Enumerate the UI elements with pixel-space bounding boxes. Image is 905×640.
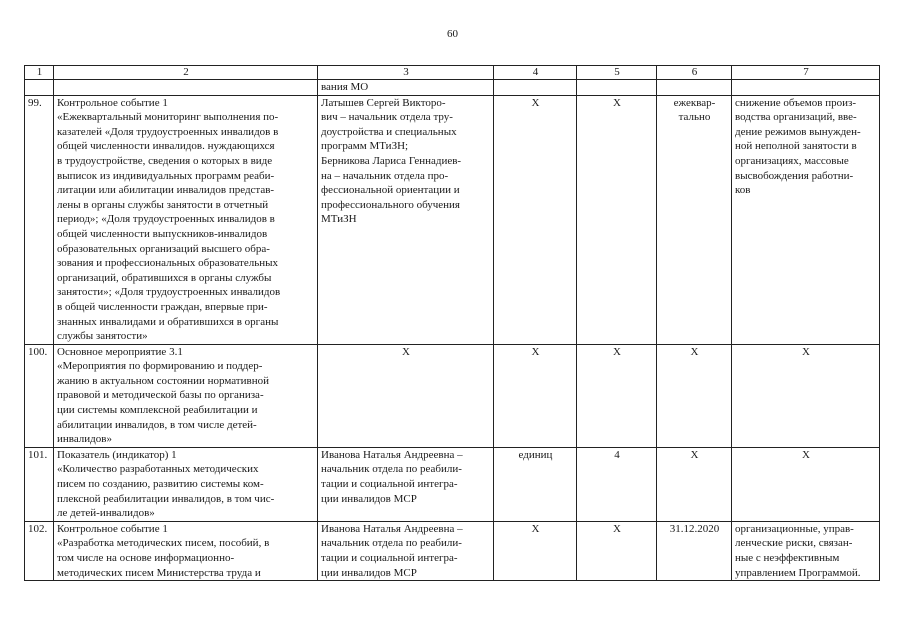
cell-line: абилитации инвалидов, в том числе детей- <box>57 418 257 431</box>
cell-line: выписок из индивидуальных программ реаби- <box>57 169 275 182</box>
cell-line: Х <box>690 345 699 358</box>
cell-line: ежеквар- <box>673 96 716 109</box>
cell-line: занятости»; «Доля трудоустроенных инвалидов <box>57 286 281 299</box>
cell-line: казателей «Доля трудоустроенных инвалидов в <box>57 125 279 138</box>
unit-cell: Х <box>494 95 577 344</box>
deadline-cell <box>657 95 732 344</box>
cell-line: Показатель (индикатор) 1 <box>57 448 177 461</box>
table-row <box>25 521 880 580</box>
event-description <box>54 521 318 580</box>
table-row <box>25 344 880 447</box>
program-table <box>24 65 880 581</box>
column-header: 7 <box>732 66 880 80</box>
unit-cell: единиц <box>494 447 577 521</box>
cell-line: литации или абилитации инвалидов представ- <box>57 184 275 197</box>
cell-line: ле детей-инвалидов» <box>57 507 155 520</box>
cell-line: фессиональной ориентации и <box>321 184 460 197</box>
responsible-person <box>318 95 494 344</box>
cell-line: «Разработка методических писем, пособий, в <box>57 537 270 550</box>
cell-line: том числе на основе информационно- <box>57 552 235 564</box>
cell-line: 31.12.2020 <box>669 522 720 535</box>
cell-line: писем по созданию, развитию системы ком- <box>57 478 264 491</box>
responsible-person <box>318 521 494 580</box>
cell-line: организационные, управ- <box>735 522 854 535</box>
cell-line: Контрольное событие 1 <box>57 96 168 109</box>
column-header: 6 <box>657 66 732 80</box>
risks-cell <box>732 521 880 580</box>
cell-line: общей численности выпускников-инвалидов <box>57 227 268 240</box>
cell-line: Иванова Наталья Андреевна – <box>321 448 463 461</box>
continuation-text: вания МО <box>318 80 494 96</box>
deadline-cell <box>657 447 732 521</box>
cell-line: инвалидов» <box>57 433 112 446</box>
continuation-row <box>25 80 880 96</box>
value-cell: Х <box>577 95 657 344</box>
cell-line: в трудоустройстве, сведения о которых в виде <box>57 154 273 167</box>
cell-line: тации и социальной интегра- <box>321 478 458 491</box>
risks-cell <box>732 95 880 344</box>
cell-line: Берникова Лариса Геннадиев- <box>321 154 462 167</box>
value-cell: Х <box>577 521 657 580</box>
cell-line: плексной реабилитации инвалидов, в том чис- <box>57 492 275 505</box>
responsible-person <box>318 447 494 521</box>
cell-line: высвобождения работни- <box>735 169 854 182</box>
cell-line: организаций, обратившихся в органы службы <box>57 271 272 284</box>
cell-line: тально <box>678 111 711 124</box>
cell-line: вич – начальник отдела тру- <box>321 111 453 124</box>
cell-line: ной неполной занятости в <box>735 140 857 153</box>
event-description <box>54 95 318 344</box>
column-header: 3 <box>318 66 494 80</box>
cell-line: ции инвалидов МСР <box>321 492 417 505</box>
cell-line: правовой и методической базы по организа- <box>57 389 264 402</box>
responsible-person <box>318 344 494 447</box>
cell-line: организациях, массовые <box>735 154 849 167</box>
risks-cell <box>732 447 880 521</box>
cell-line: Латышев Сергей Викторо- <box>321 96 446 109</box>
cell-line: тации и социальной интегра- <box>321 552 458 564</box>
cell-line: ные с неэффективным <box>735 552 840 564</box>
cell-line: управлением Программой. <box>735 566 861 579</box>
cell-line: Х <box>690 448 699 461</box>
cell-line: Х <box>802 448 810 461</box>
value-cell: Х <box>577 344 657 447</box>
cell-line: Х <box>402 345 410 358</box>
cell-line: период»; «Доля трудоустроенных инвалидов в <box>57 213 275 226</box>
row-number: 101. <box>25 447 54 521</box>
cell-line: ции инвалидов МСР <box>321 566 417 579</box>
cell-line: «Ежеквартальный мониторинг выполнения по- <box>57 111 279 124</box>
cell-line: дение режимов вынужден- <box>735 125 861 138</box>
row-number: 102. <box>25 521 54 580</box>
table-row <box>25 95 880 344</box>
cell-line: знанных инвалидами и обратившихся в органы <box>57 315 279 328</box>
cell-line: в общей численности граждан, впервые при- <box>57 300 268 313</box>
value-cell: 4 <box>577 447 657 521</box>
event-description <box>54 447 318 521</box>
row-number: 99. <box>25 95 54 344</box>
cell-line: Иванова Наталья Андреевна – <box>321 522 463 535</box>
cell-line: ков <box>735 184 751 197</box>
cell-line: методических писем Министерства труда и <box>57 566 261 579</box>
cell-line: начальник отдела по реабили- <box>321 537 462 550</box>
cell-line: лены в органы службы занятости в отчетный <box>57 198 269 211</box>
cell-line: программ МТиЗН; <box>321 140 409 153</box>
cell-line: ции системы комплексной реабилитации и <box>57 404 258 417</box>
unit-cell: Х <box>494 344 577 447</box>
cell-line: общей численности инвалидов. нуждающихся <box>57 140 275 153</box>
page-number: 60 <box>447 28 458 40</box>
table-row <box>25 447 880 521</box>
cell-line: Х <box>802 345 810 358</box>
cell-line: образовательных организаций высшего обра- <box>57 242 270 255</box>
column-header: 5 <box>577 66 657 80</box>
unit-cell: Х <box>494 521 577 580</box>
cell-line: ленческие риски, связан- <box>735 537 853 550</box>
cell-line: МТиЗН <box>321 213 357 226</box>
cell-line: «Количество разработанных методических <box>57 463 259 476</box>
cell-line: профессионального обучения <box>321 198 460 211</box>
risks-cell <box>732 344 880 447</box>
cell-line: Основное мероприятие 3.1 <box>57 345 183 358</box>
row-number: 100. <box>25 344 54 447</box>
deadline-cell <box>657 521 732 580</box>
deadline-cell <box>657 344 732 447</box>
column-header: 1 <box>25 66 54 80</box>
event-description <box>54 344 318 447</box>
cell-line: начальник отдела по реабили- <box>321 463 462 476</box>
column-header: 2 <box>54 66 318 80</box>
cell-line: жанию в актуальном состоянии нормативной <box>57 374 269 387</box>
column-header: 4 <box>494 66 577 80</box>
cell-line: водства организаций, вве- <box>735 111 857 124</box>
header-row <box>25 66 880 80</box>
cell-line: зования и профессиональных образовательных <box>57 257 279 270</box>
cell-line: службы занятости» <box>57 330 148 343</box>
cell-line: доустройства и специальных <box>321 125 457 138</box>
cell-line: на – начальник отдела про- <box>321 169 449 182</box>
cell-line: «Мероприятия по формированию и поддер- <box>57 360 263 373</box>
cell-line: снижение объемов произ- <box>735 96 856 109</box>
cell-line: Контрольное событие 1 <box>57 522 168 535</box>
